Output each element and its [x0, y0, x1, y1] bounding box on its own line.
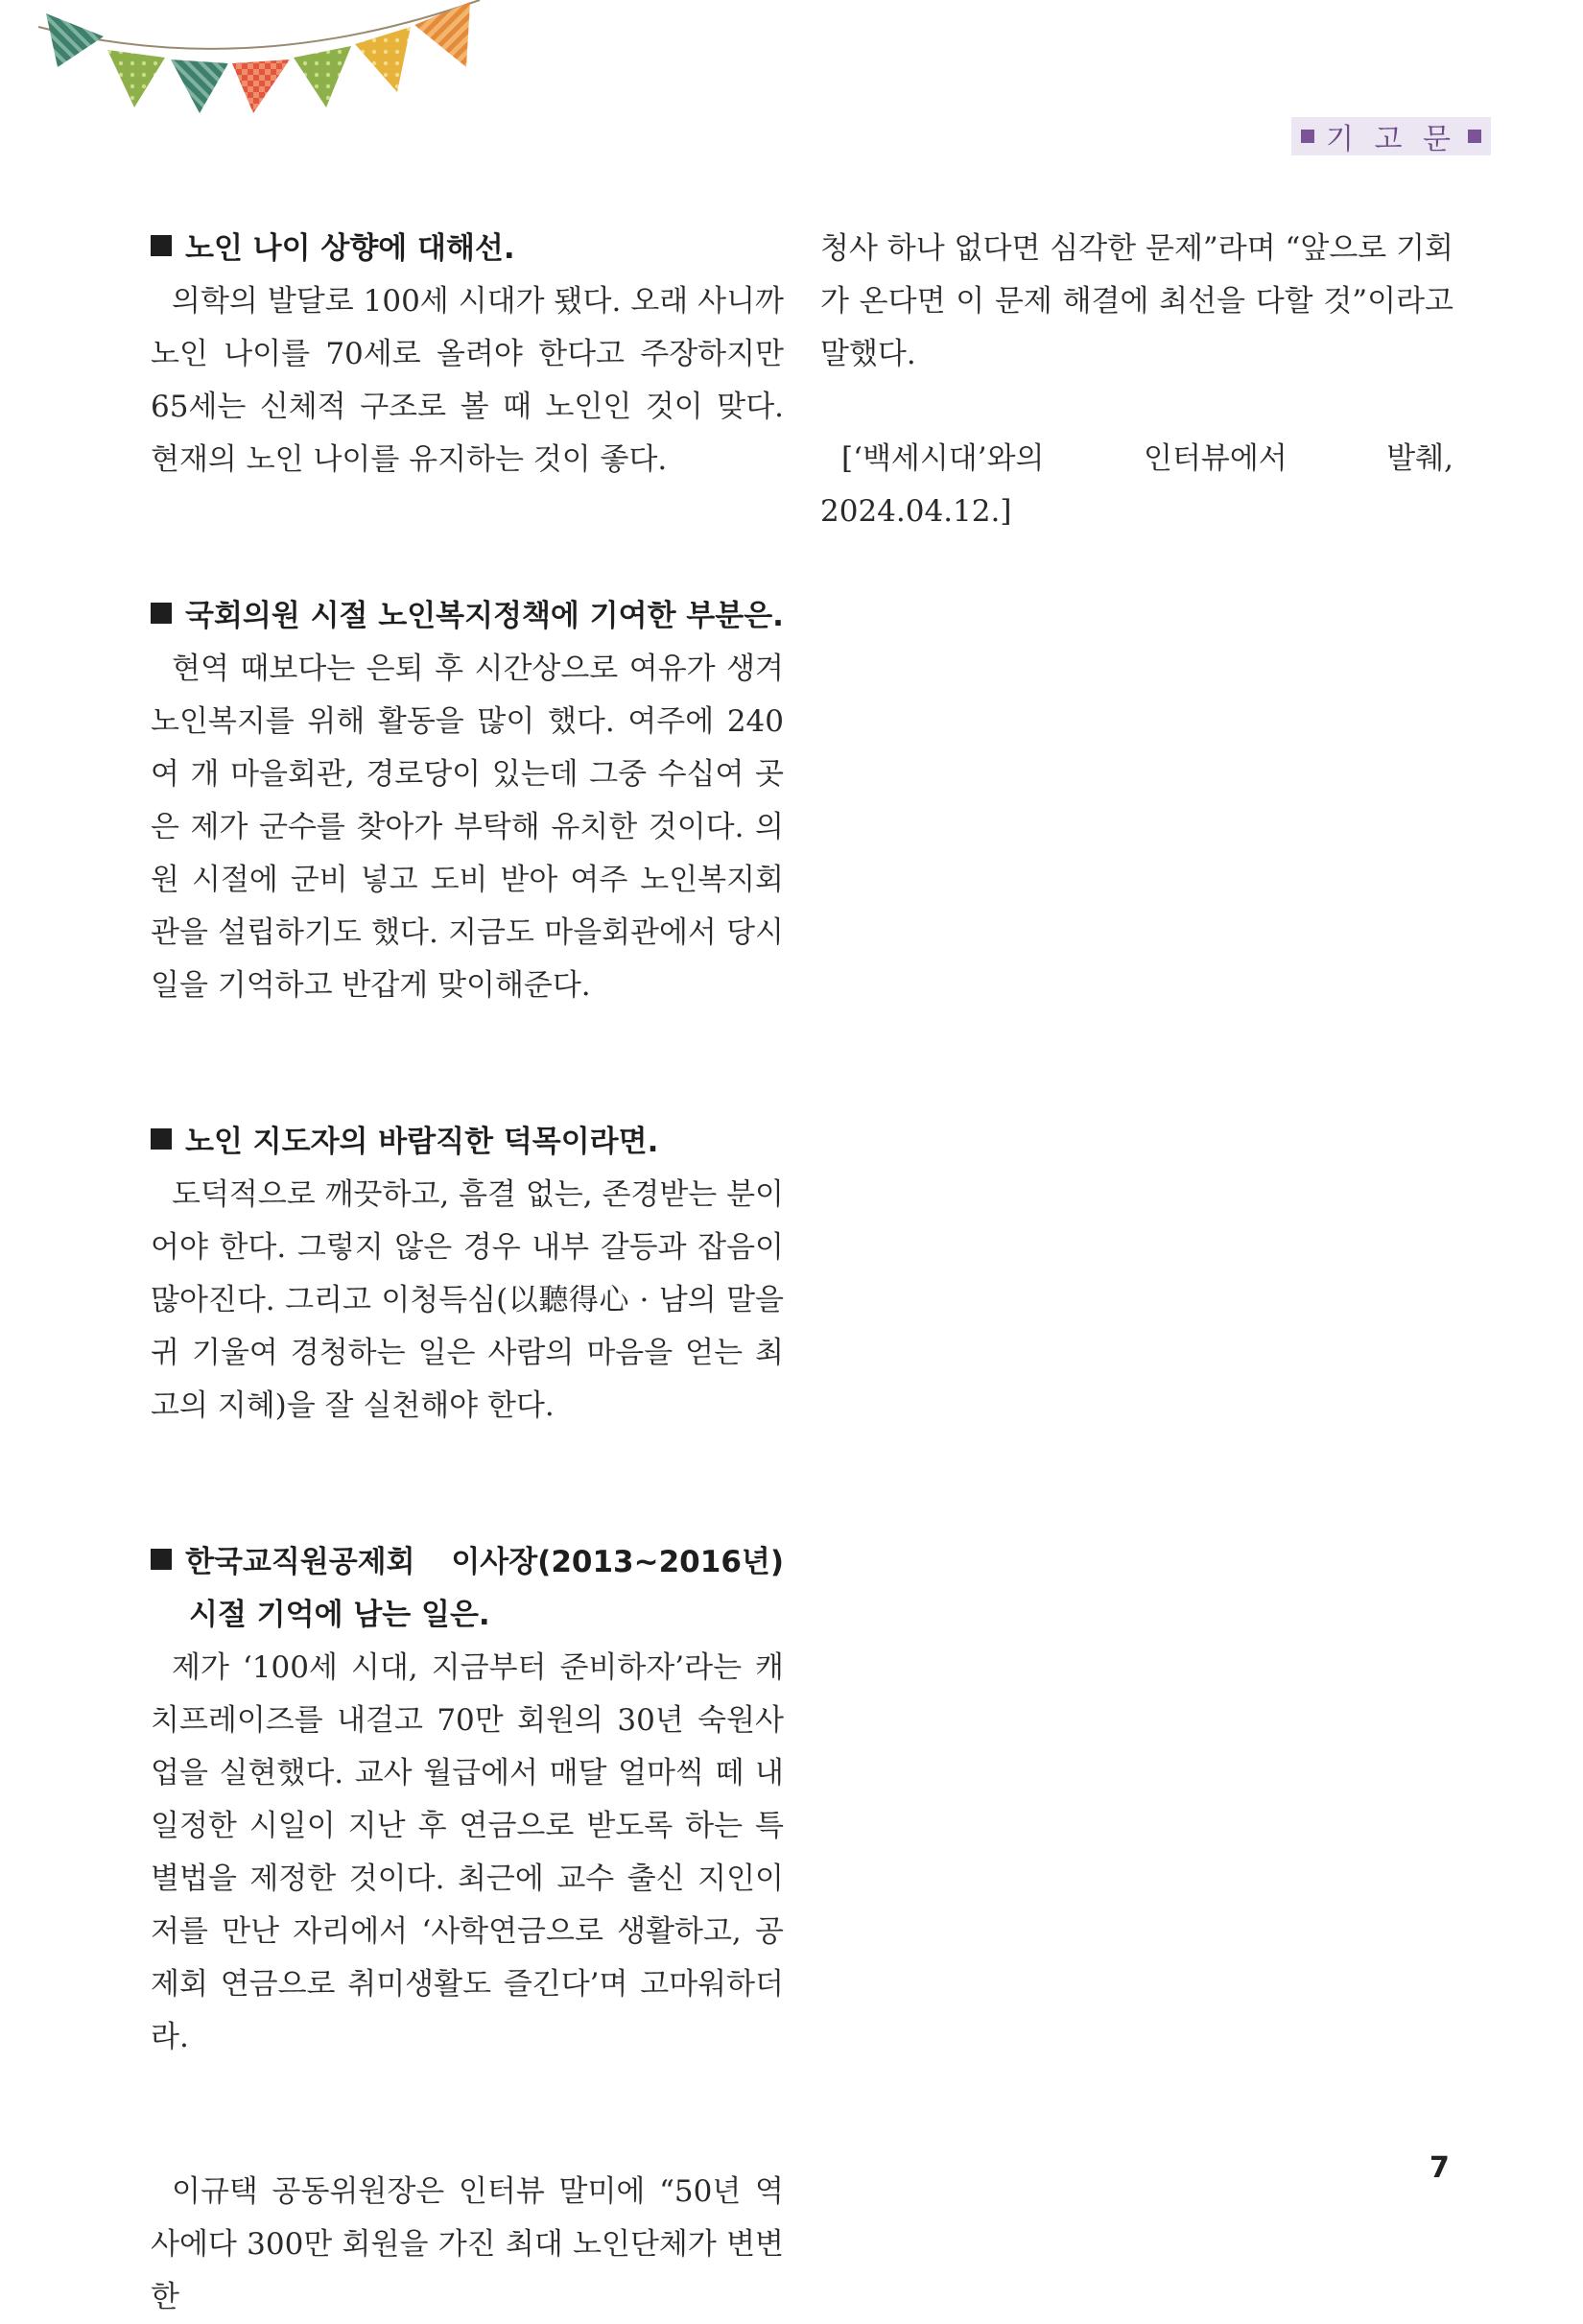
flag-5	[294, 46, 351, 107]
flag-6	[355, 27, 411, 92]
question-heading-text: 국회의원 시절 노인복지정책에 기여한 부분은.	[185, 599, 784, 633]
question-heading-text: 한국교직원공제회 이사장(2013~2016년) 시절 기억에 남는 일은.	[185, 1545, 784, 1632]
tag-square-left	[1301, 130, 1314, 143]
qa-section-4	[151, 1536, 784, 2064]
bullet-square-icon	[151, 1549, 172, 1570]
qa-section-2	[151, 590, 784, 1012]
flag-1	[46, 13, 104, 67]
bullet-square-icon	[151, 1128, 172, 1150]
question-heading	[151, 223, 784, 275]
source-citation: [‘백세시대’와의 인터뷰에서 발췌, 2024.04.12.]	[820, 441, 1453, 529]
flag-2	[107, 50, 165, 107]
answer-paragraph: 제가 ‘100세 시대, 지금부터 준비하자’라는 캐치프레이즈를 내걸고 70만 회원의 30년 숙원사업을 실현했다. 교사 월급에서 매달 얼마씩 떼 내 일정한 시일이 지난 후 연금으로 받도록 하는 특별법을 제정한 것이다. 최근에 교수 출신 지인이 저를 만난 자리에서 ‘사학연금으로 생활하고, 공제회 연금으로 취미생활도 즐긴다’며 고마워하더라.	[151, 1650, 784, 2054]
section-tag-label: 기 고 문	[1326, 123, 1457, 156]
bullet-square-icon	[151, 603, 172, 624]
question-heading-text: 노인 나이 상향에 대해선.	[185, 231, 515, 266]
flag-4	[232, 59, 290, 113]
bunting-string	[38, 0, 480, 49]
question-heading-text: 노인 지도자의 바람직한 덕목이라면.	[185, 1125, 659, 1159]
flag-3	[171, 59, 228, 113]
tag-square-right	[1468, 130, 1481, 143]
answer-paragraph: 현역 때보다는 은퇴 후 시간상으로 여유가 생겨 노인복지를 위해 활동을 많이 했다. 여주에 240여 개 마을회관, 경로당이 있는데 그중 수십여 곳은 제가 군수를 찾아가 부탁해 유치한 것이다. 의원 시절에 군비 넣고 도비 받아 여주 노인복지회관을 설립하기도 했다. 지금도 마을회관에서 당시 일을 기억하고 반갑게 맞이해준다.	[151, 652, 784, 1003]
closing-paragraph-start: 이규택 공동위원장은 인터뷰 말미에 “50년 역사에다 300만 회원을 가진 최대 노인단체가 변변한	[151, 2174, 784, 2314]
question-heading	[151, 590, 784, 643]
section-tag	[1291, 117, 1491, 155]
qa-section-3	[151, 1116, 784, 1433]
answer-paragraph: 의학의 발달로 100세 시대가 됐다. 오래 사니까 노인 나이를 70세로 올려야 한다고 주장하지만 65세는 신체적 구조로 볼 때 노인인 것이 맞다. 현재의 노인 나이를 유지하는 것이 좋다.	[151, 284, 784, 477]
answer-paragraph: 도덕적으로 깨끗하고, 흠결 없는, 존경받는 분이어야 한다. 그렇지 않은 경우 내부 갈등과 잡음이 많아진다. 그리고 이청득심(以聽得心 · 남의 말을 귀 기울여 경청하는 일은 사람의 마음을 얻는 최고의 지혜)을 잘 실천해야 한다.	[151, 1177, 784, 1423]
question-heading	[151, 1116, 784, 1169]
page-number: 7	[1429, 2151, 1450, 2185]
right-column	[820, 223, 1453, 568]
qa-section-1	[151, 223, 784, 486]
question-heading	[151, 1536, 784, 1642]
bullet-square-icon	[151, 235, 172, 256]
bunting-decoration	[0, 0, 499, 134]
closing-paragraph-end: 청사 하나 없다면 심각한 문제”라며 “앞으로 기회가 온다면 이 문제 해결에 최선을 다할 것”이라고 말했다.	[820, 231, 1453, 371]
left-column	[151, 223, 784, 2324]
